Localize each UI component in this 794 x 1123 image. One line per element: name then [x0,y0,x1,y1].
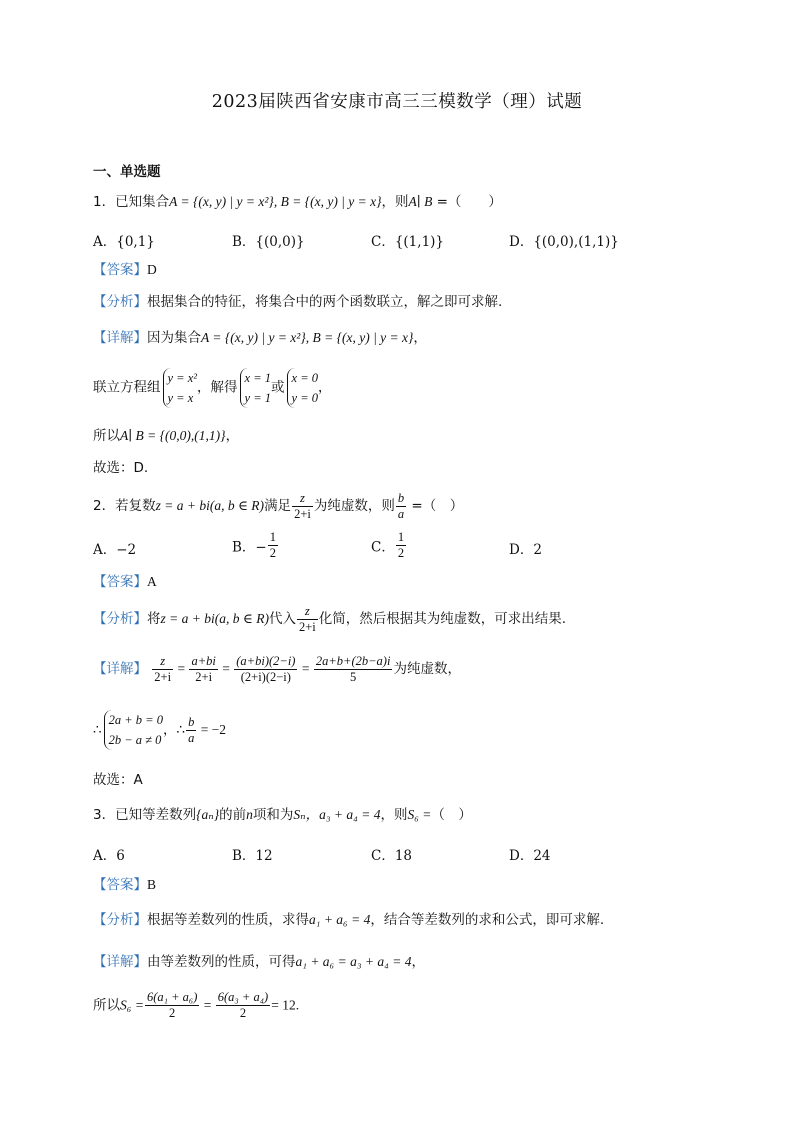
q1-solution-1 [240,368,271,408]
q2-stem [93,491,463,522]
q1-stem-suffix: =（ ） [432,194,502,210]
q2-choose: 故选：A [93,772,143,788]
q2-analysis-mid: 代入 [268,611,296,627]
q3-option-c: C．18 [371,848,413,864]
q1-comma: ， [318,379,332,396]
q2-condition-system [104,710,163,750]
q2-option-c [371,530,407,561]
q3-so-s6: S₆ = [120,997,144,1013]
q2-detail-frac-4-num: 2a+b+(2b−a)i [315,654,391,668]
q2-analysis-frac-num: z [304,604,310,618]
q3-so-frac-2-num: 6(a₃ + a₄) [217,990,269,1004]
answer-label: 【答案】 [93,574,147,590]
q3-stem-s6: S₆ = [407,807,432,822]
q3-stem-seq: {aₙ} [196,807,220,822]
q2-therefore: ∴ [93,722,102,737]
q2-analysis [93,604,566,635]
q2-detail-frac-1 [152,654,173,685]
q2-answer-value: A [147,574,157,589]
q2-frac-ba-den: a [397,507,405,521]
q3-option-d: D．24 [509,848,551,864]
q1-detail-sets: A = {(x, y) | y = x²}, B = {(x, y) | y = x} [201,330,414,345]
q1-answer [93,261,157,279]
q2-frac-ba [396,491,406,522]
q3-option-a: A．6 [93,848,125,864]
q2-detail-frac-3-den: (2+i)(2−i) [234,669,297,685]
q1-solution-2 [287,368,318,408]
detail-label: 【详解】 [93,330,147,346]
q2-detail-frac-1-num: z [160,654,166,668]
q2-analysis-z: z = a + bi(a, b ∈ R) [160,611,269,626]
q2-stem-mid: 满足 [264,498,292,514]
q3-analysis-prefix: 根据等差数列的性质，求得 [147,912,309,928]
answer-label: 【答案】 [93,262,147,278]
q1-solve-text: ，解得 [197,379,238,396]
q2-detail-frac-2-num: a+bi [191,654,216,668]
q1-stem-expr: A∣ B [408,194,433,209]
q2-stem-suffix: =（ ） [407,498,464,514]
q1-sol1-row-1: x = 1 [244,371,272,385]
q3-analysis-expr: a₁ + a₆ = 4 [309,912,371,927]
q2-option-d: D．2 [509,542,542,558]
q3-stem [93,806,472,824]
q2-option-b-den: 2 [269,546,276,560]
q1-system-row-2: y = x [167,391,194,405]
q2-analysis-prefix: 将 [147,611,161,627]
q3-so-frac-2-den: 2 [216,1005,270,1021]
q1-answer-value: D [147,262,157,277]
q2-stem-prefix: 2．若复数 [93,498,156,514]
q2-stem-z: z = a + bi(a, b ∈ R) [155,498,265,513]
q2-analysis-frac-den: 2+i [298,620,316,634]
q2-option-b-num: 1 [269,530,276,544]
detail-label: 【详解】 [93,954,147,970]
q1-stem [93,193,502,211]
q3-so-frac-2 [216,990,270,1021]
q1-stem-sets: A = {(x, y) | y = x²}, B = {(x, y) | y = x} [169,194,382,209]
q1-stem-prefix: 1．已知集合 [93,194,170,210]
q3-analysis-suffix: ，结合等差数列的求和公式，即可求解. [370,912,605,928]
q3-stem-n: n [246,807,253,822]
q1-detail-suffix: ， [413,330,427,346]
q3-detail-suffix: ， [411,954,425,970]
q1-detail [93,329,427,347]
q2-therefore2: ，∴ [162,722,186,738]
q3-conclusion: 所以S₆ = $\frac{\text{6(a₁ + a₆)}}{2}$ = $\frac{\text{6(a₃ + a₄)}}{2}$ = 12. [93,990,300,1020]
q3-option-b: B．12 [232,848,273,864]
q1-sol2-row-2: y = 0 [291,391,318,405]
q2-option-c-label: C． [371,539,395,556]
q2-detail-frac-4-den: 5 [314,669,393,685]
q1-or-text: 或 [271,379,285,396]
detail-label: 【详解】 [93,661,147,677]
q3-so-frac-1-num: 6(a₁ + a₆) [146,990,198,1004]
q2-conditions [93,710,226,750]
q2-result: = −2 [197,722,227,737]
analysis-label: 【分析】 [93,294,147,310]
q1-option-d: D．{(0,0),(1,1)} [509,234,619,250]
q2-frac-z-num: z [300,491,305,505]
q2-option-a: A．−2 [93,542,137,558]
q1-option-c: C．{(1,1)} [371,234,445,250]
q3-answer [93,876,156,894]
q2-option-b [232,530,279,561]
q1-analysis-text: 根据集合的特征，将集合中的两个函数联立，解之即可求解. [147,294,503,310]
q1-system [163,368,198,408]
q2-frac-ba-num: b [397,491,405,505]
q2-cond-row-2: 2b − a ≠ 0 [108,733,162,747]
q2-detail-frac-1-den: 2+i [154,670,172,684]
q3-stem-cond: ，a₃ + a₄ = 4 [305,807,381,822]
q1-choose: 故选：D. [93,460,149,476]
q2-analysis-suffix: 化简，然后根据其为纯虚数，可求出结果. [318,611,567,627]
q1-sol2-row-1: x = 0 [291,371,318,385]
q2-stem-mid2: 为纯虚数，则 [313,498,395,514]
q2-detail-suffix: 为纯虚数， [393,661,461,677]
analysis-label: 【分析】 [93,611,147,627]
q1-sol1-row-2: y = 1 [244,391,272,405]
q2-option-c-num: 1 [397,530,405,544]
q3-so-prefix: 所以 [93,997,120,1014]
q2-cond-row-1: 2a + b = 0 [108,713,163,727]
q1-option-a: A．{0,1} [93,234,155,250]
q1-system-row-1: y = x² [167,371,198,385]
q3-answer-value: B [147,877,157,892]
q2-option-c-den: 2 [397,546,405,560]
q2-detail-frac-3-num: (a+bi)(2−i) [236,654,296,668]
q3-stem-mid3: ，则 [380,807,408,823]
q3-so-frac-1-den: 2 [145,1005,199,1021]
q3-so-frac-1 [145,990,199,1021]
q1-detail-prefix: 因为集合 [147,330,201,346]
q2-option-b-label: B．− [232,539,267,556]
q1-system-prefix: 联立方程组 [93,379,161,396]
q2-detail-frac-2-den: 2+i [189,669,217,685]
q1-system-line [93,368,332,408]
q1-option-b: B．{(0,0)} [232,234,305,250]
q2-result-frac-num: b [188,714,195,729]
q3-stem-mid: 的前 [219,807,247,823]
q2-result-frac-den: a [188,730,195,745]
q2-detail: 【详解】 $\frac{z}{2+i}$ = $\frac{a+bi}{2+i}$ = $\frac{(a+bi)(2-i)}{(2+i)(2-i)}$ = $\frac{2a+b+(2b-a)i}{5}$ 为纯虚数， [93,654,461,684]
q2-detail-frac-3 [234,654,297,685]
q1-conclusion [93,427,239,445]
q2-answer [93,573,157,591]
q1-stem-mid: ，则 [381,194,409,210]
q3-stem-prefix: 3．已知等差数列 [93,807,197,823]
q3-stem-mid2: 项和为 [252,807,294,823]
q1-so-suffix: ， [225,428,240,444]
q2-frac-z-den: 2+i [294,507,311,521]
q3-stem-sn: Sₙ [293,807,306,822]
analysis-label: 【分析】 [93,912,147,928]
q3-detail-prefix: 由等差数列的性质，可得 [147,954,296,970]
q2-detail-frac-2 [189,654,217,685]
q2-option-b-frac [268,530,278,561]
section-heading: 一、单选题 [93,164,161,180]
q3-analysis [93,911,604,929]
q3-so-result: = 12. [271,997,300,1013]
q1-analysis [93,293,502,311]
q1-so-prefix: 所以 [93,428,120,444]
q2-option-c-frac [396,530,406,561]
q3-detail [93,953,425,971]
q3-stem-suffix: （ ） [431,807,472,823]
q2-analysis-frac [297,604,318,635]
q2-detail-frac-4 [314,654,393,685]
page-title: 2023届陕西省安康市高三三模数学（理）试题 [211,92,583,112]
q1-so-expr: A∣ B = {(0,0),(1,1)} [120,428,226,443]
answer-label: 【答案】 [93,877,147,893]
q2-frac-z [292,491,313,522]
q3-detail-expr: a₁ + a₆ = a₃ + a₄ = 4 [295,954,412,969]
q2-result-frac [186,715,196,746]
